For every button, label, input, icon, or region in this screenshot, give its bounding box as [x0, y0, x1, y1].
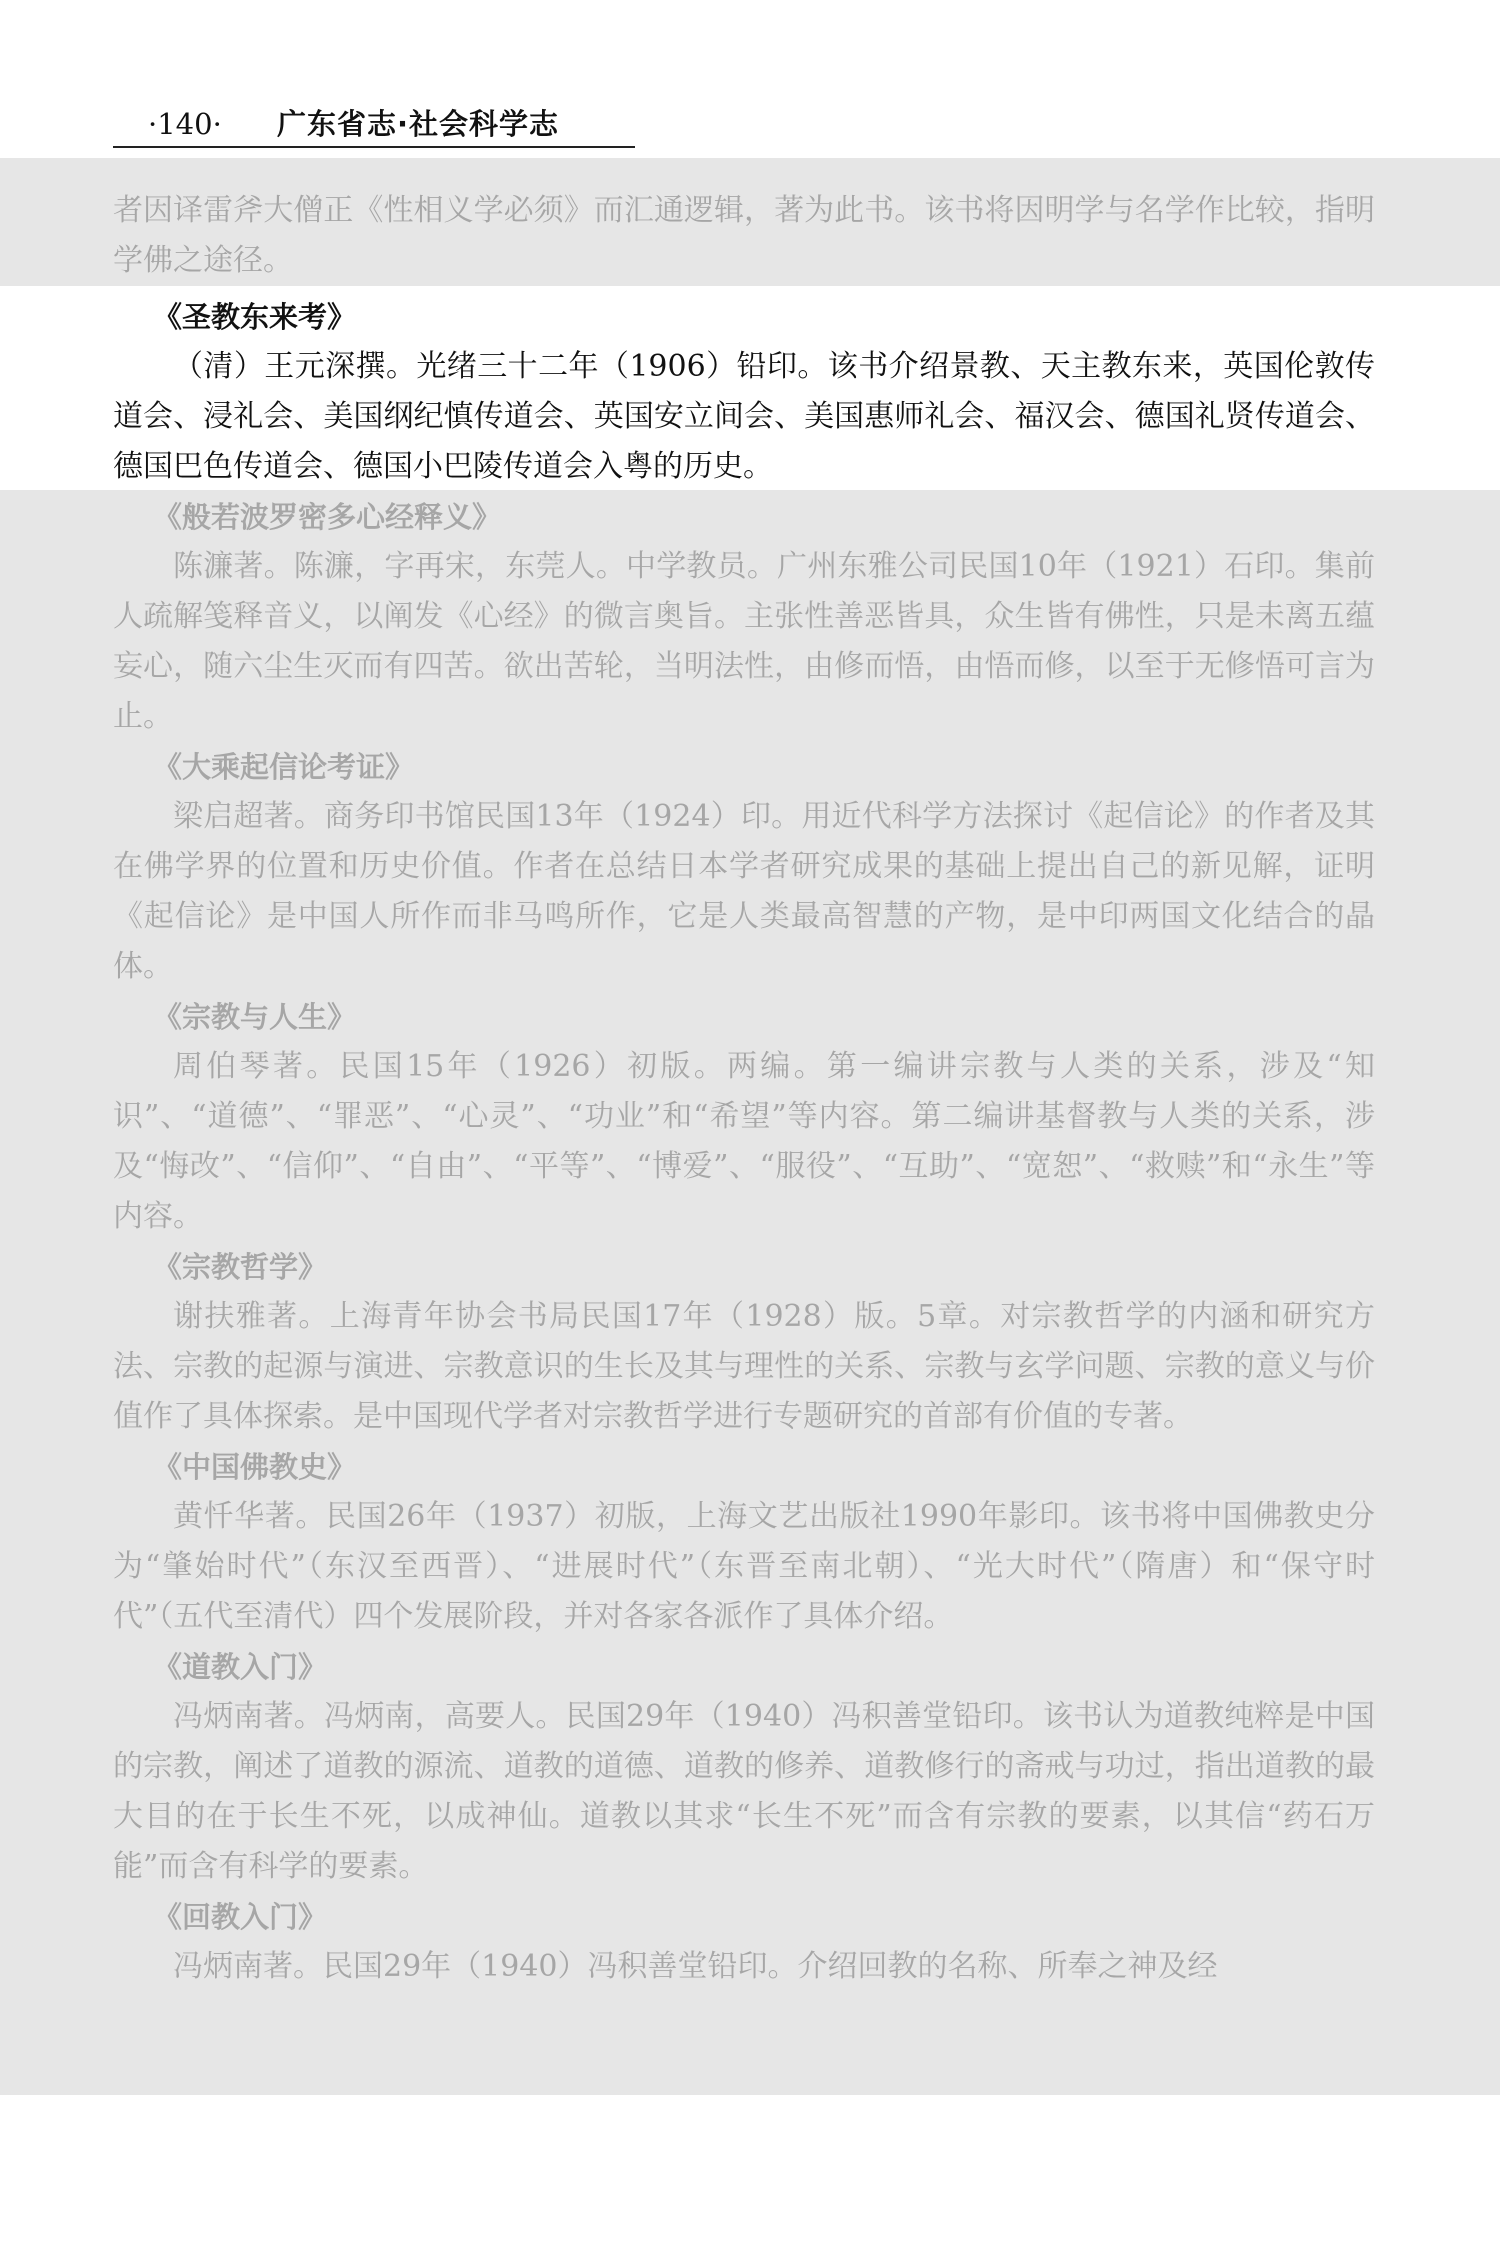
entry-body: 陈濂著。陈濂，字再宋，东莞人。中学教员。广州东雅公司民国10年（1921）石印。集前人疏解笺释音义，以阐发《心经》的微言奥旨。主张性善恶皆具，众生皆有佛性，只是未离五蕴妄心，随六尘生灭而有四苦。欲出苦轮，当明法性，由修而悟，由悟而修，以至于无修悟可言为止。	[113, 549, 1375, 734]
entry-body: 周伯琴著。民国15年（1926）初版。两编。第一编讲宗教与人类的关系，涉及“知识”、“道德”、“罪恶”、“心灵”、“功业”和“希望”等内容。第二编讲基督教与人类的关系，涉及“悔改”、“信仰”、“自由”、“平等”、“博爱”、“服役”、“互助”、“宽恕”、“救赎”和“永生”等内容。	[113, 1049, 1375, 1234]
entry-title: 《圣教东来考》	[153, 300, 357, 334]
entry-body: 冯炳南著。民国29年（1940）冯积善堂铅印。介绍回教的名称、所奉之神及经	[173, 1949, 1218, 1984]
faded-entries	[113, 492, 1375, 1992]
page-number: ·140·	[148, 107, 222, 141]
entry-body: 谢扶雅著。上海青年协会书局民国17年（1928）版。5章。对宗教哲学的内涵和研究方法、宗教的起源与演进、宗教意识的生长及其与理性的关系、宗教与玄学问题、宗教的意义与价值作了具体探索。是中国现代学者对宗教哲学进行专题研究的首部有价值的专著。	[113, 1299, 1375, 1434]
entry-title: 《宗教哲学》	[153, 1250, 328, 1284]
entry-title: 《道教入门》	[153, 1650, 328, 1684]
entry-title: 《回教入门》	[153, 1900, 328, 1934]
entry-title: 《般若波罗密多心经释义》	[153, 500, 502, 534]
highlighted-entry	[113, 292, 1375, 492]
page-header	[113, 104, 635, 148]
entry-body: 冯炳南著。冯炳南，高要人。民国29年（1940）冯积善堂铅印。该书认为道教纯粹是中国的宗教，阐述了道教的源流、道教的道德、道教的修养、道教修行的斋戒与功过，指出道教的最大目的在于长生不死，以成神仙。道教以其求“长生不死”而含有宗教的要素，以其信“药石万能”而含有科学的要素。	[113, 1699, 1375, 1884]
continued-paragraph: 者因译雷斧大僧正《性相义学必须》而汇通逻辑，著为此书。该书将因明学与名学作比较，指明学佛之途径。	[113, 193, 1375, 278]
entry-body: （清）王元深撰。光绪三十二年（1906）铅印。该书介绍景教、天主教东来，英国伦敦传道会、浸礼会、美国纲纪慎传道会、英国安立间会、美国惠师礼会、福汉会、德国礼贤传道会、德国巴色传道会、德国小巴陵传道会入粤的历史。	[113, 349, 1375, 484]
entry-title: 《宗教与人生》	[153, 1000, 357, 1034]
book-title: 广东省志·社会科学志	[277, 107, 560, 141]
top-faded-block	[113, 186, 1375, 286]
entry-title: 《中国佛教史》	[153, 1450, 357, 1484]
entry-body: 梁启超著。商务印书馆民国13年（1924）印。用近代科学方法探讨《起信论》的作者及其在佛学界的位置和历史价值。作者在总结日本学者研究成果的基础上提出自己的新见解，证明《起信论》是中国人所作而非马鸣所作，它是人类最高智慧的产物，是中印两国文化结合的晶体。	[113, 799, 1375, 984]
entry-body: 黄忏华著。民国26年（1937）初版，上海文艺出版社1990年影印。该书将中国佛教史分为“肇始时代”（东汉至西晋）、“进展时代”（东晋至南北朝）、“光大时代”（隋唐）和“保守时代”（五代至清代）四个发展阶段，并对各家各派作了具体介绍。	[113, 1499, 1375, 1634]
entry-title: 《大乘起信论考证》	[153, 750, 415, 784]
